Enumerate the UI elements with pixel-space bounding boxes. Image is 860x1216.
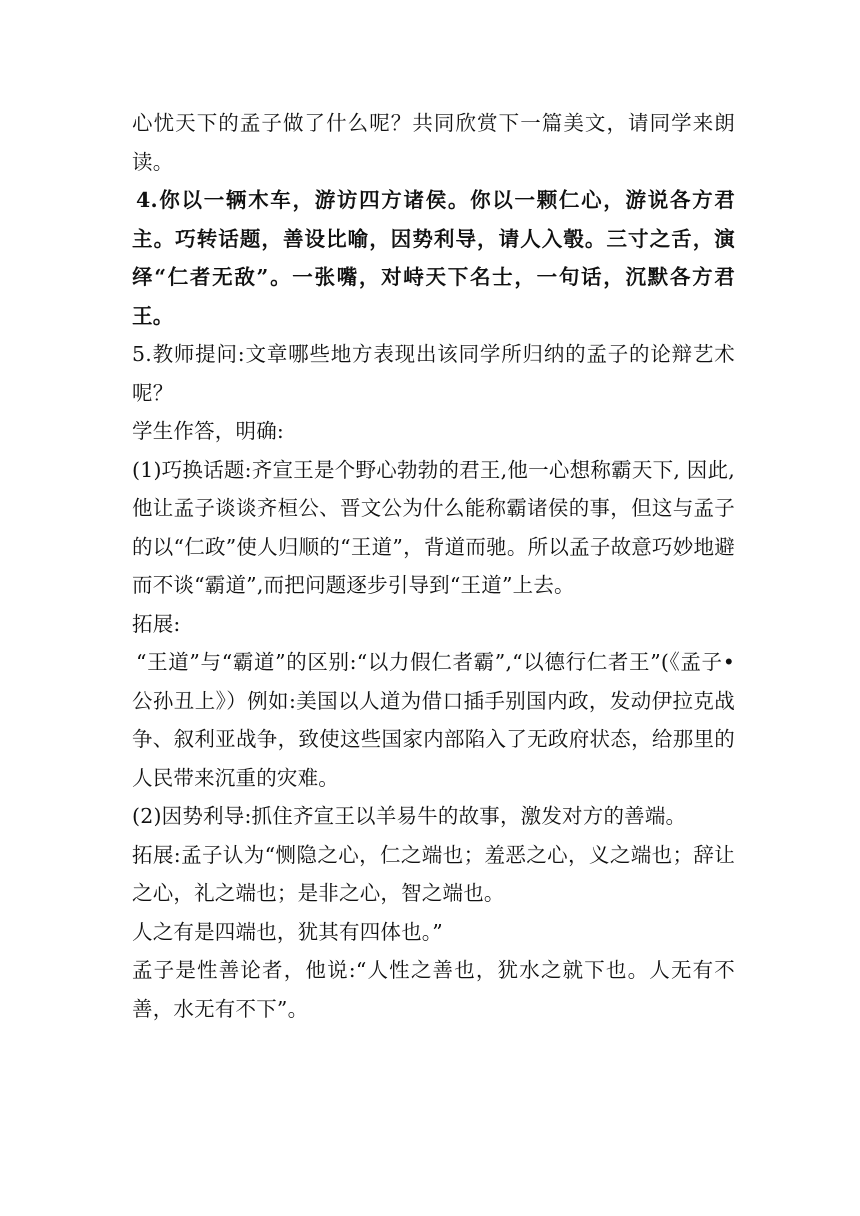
paragraph-human-nature: 孟子是性善论者，他说:“人性之善也，犹水之就下也。人无有不善，水无有不下”。 <box>132 958 735 1021</box>
paragraph-extension-2: 拓展:孟子认为“恻隐之心，仁之端也；羞恶之心，义之端也；辞让之心，礼之端也；是非之心，智之端也。 <box>132 842 735 905</box>
paragraph-answer-lead: 学生作答，明确: <box>132 419 285 443</box>
paragraph-extension-label: 拓展: <box>132 611 181 636</box>
paragraph-question: 5.教师提问:文章哪些地方表现出该同学所归纳的孟子的论辩艺术呢？ <box>132 342 735 405</box>
paragraph-extension-1: “王道”与“霸道”的区别:“以力假仁者霸”,“以德行仁者王”(《孟子•公孙丑上》）例如:美国以人道为借口插手别国内政，发动伊拉克战争、叙利亚战争，致使这些国家内部陷入了无政府状态，给那里的人民带来沉重的灾难。 <box>132 650 735 790</box>
paragraph-four-ends: 人之有是四端也，犹其有四体也。” <box>132 919 443 944</box>
paragraph-intro: 心忧天下的孟子做了什么呢？共同欣赏下一篇美文，请同学来朗读。 <box>132 111 735 174</box>
paragraph-poem: 4.你以一辆木车，游访四方诸侯。你以一颗仁心，游说各方君主。巧转话题，善设比喻，因势利导，请人入彀。三寸之舌，演绎“仁者无敌”。一张嘴，对峙天下名士，一句话，沉默各方君王。 <box>132 188 735 328</box>
paragraph-point-1: (1)巧换话题:齐宣王是个野心勃勃的君王,他一心想称霸天下, 因此,他让孟子谈谈齐桓公、晋文公为什么能称霸诸侯的事，但这与孟子的以“仁政”使人归顺的“王道”，背道而驰。所以孟子故意巧妙地避而不谈“霸道”,而把问题逐步引导到“王道”上去。 <box>132 457 735 597</box>
paragraph-point-2: (2)因势利导:抓住齐宣王以羊易牛的故事，激发对方的善端。 <box>132 804 687 828</box>
